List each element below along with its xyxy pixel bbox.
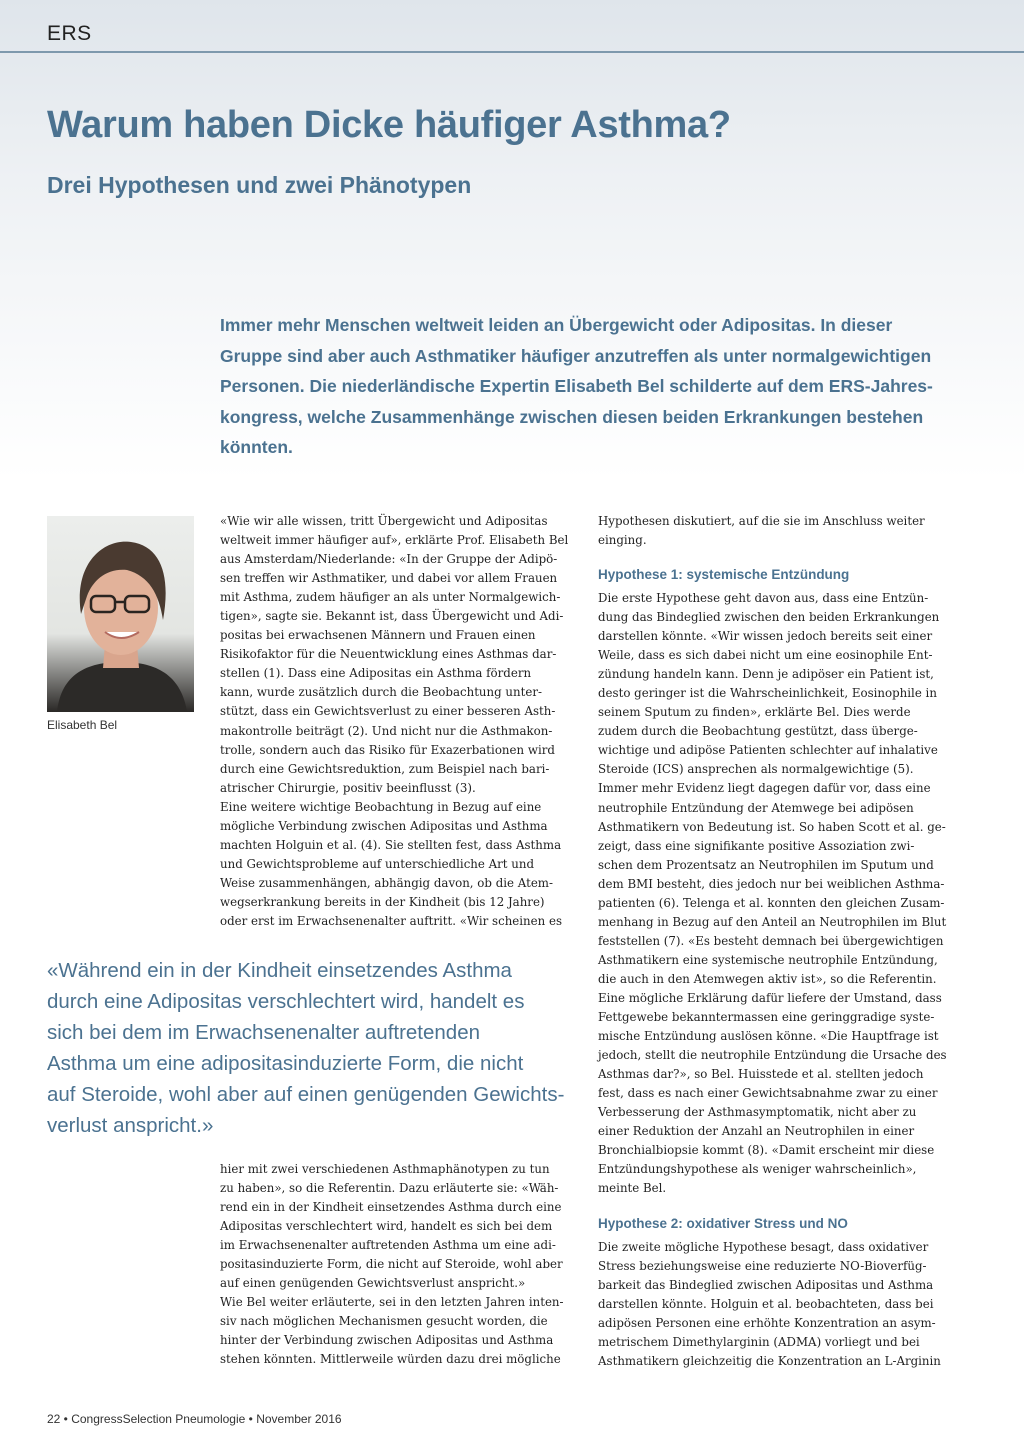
body-text-column-2-intro: Hypothesen diskutiert, auf die sie im Anschluss weiter einging. [598, 514, 925, 548]
photo-caption: Elisabeth Bel [47, 718, 118, 732]
pull-quote: «Während ein in der Kindheit einsetzendes Asthma durch eine Adipositas verschlechtert wird, handelt es sich bei dem im Erwachsenenalter auftretenden Asthma um eine adipositasinduzierte Form, die nicht auf Steroide, wohl aber auf einen genügenden Gewichts- verlust anspricht.» [47, 959, 565, 1137]
hypothesis-1-body: Die erste Hypothese geht davon aus, dass eine Entzün- dung das Bindeglied zwischen den beiden Erkrankungen darstellen könnte. «Wir wissen jedoch bereits seit einer Weile, dass es sich dabei nicht um eine eosinophile Ent- zündung handeln kann. Denn je adipöser ein Patient ist, desto geringer ist die Wahrscheinlichkeit, Eosinophile in seinem Sputum zu finden», erklärte Bel. Dies werde zudem durch die Beobachtung gestützt, dass überge- wichtige und adipöse Patienten schlechter auf inhalative Steroide (ICS) ansprechen als normalgewichtige (5). Immer mehr Evidenz liegt dagegen dafür vor, dass eine neutrophile Entzündung der Atemwege bei adipösen Asthmatikern von Bedeutung ist. So haben Scott et al. ge- zeigt, dass eine signifikante positive Assoziation zwi- schen dem Prozentsatz an Neutrophilen im Sputum und dem BMI besteht, dies jedoch nur bei weiblichen Asthma- patienten (6). Telenga et al. konnten den gleichen Zusam- menhang in Bezug auf den Anteil an Neutrophilen im Blut feststellen (7). «Es besteht demnach bei übergewichtigen Asthmatikern eine systemische neutrophile Entzündung, die auch in den Atemwegen aktiv ist», so die Referentin. Eine mögliche Erklärung dafür liefere der Umstand, dass Fettgewebe bekanntermassen eine geringgradige syste- mische Entzündung auslösen könne. «Die Hauptfrage ist jedoch, stellt die neutrophile Entzündung die Ursache des Asthmas dar?», so Bel. Huisstede et al. stellten jedoch fest, dass es nach einer Gewichtsabnahme zwar zu einer Verbesserung der Asthmasymptomatik, nicht aber zu einer Reduktion der Anzahl an Neutrophilen in einer Bronchialbiopsie kommt (8). «Damit erscheint mir diese Entzündungshypothese als weniger wahrscheinlich», meinte Bel. [598, 591, 947, 1196]
hypothesis-2-body: Die zweite mögliche Hypothese besagt, dass oxidativer Stress beziehungsweise eine reduzierte NO-Bioverfüg- barkeit das Bindeglied zwischen Adipositas und Asthma darstellen könnte. Holguin et al. beobachteten, dass bei adipösen Personen eine erhöhte Konzentration an asym- metrischem Dimethylarginin (ADMA) vorliegt und bei Asthmatikern gleichzeitig die Konzentration an L-Arginin [598, 1240, 941, 1369]
header-rule [0, 51, 1024, 53]
lead-paragraph: Immer mehr Menschen weltweit leiden an Übergewicht oder Adipositas. In dieser Gruppe sind aber auch Asthmatiker häufiger anzutreffen als unter normalgewichtigen Personen. Die niederländische Expertin Elisabeth Bel schilderte auf dem ERS-Jahres- kongress, welche Zusammenhänge zwischen diesen beiden Erkrankungen bestehen könnten. [220, 315, 933, 457]
article-title: Warum haben Dicke häufiger Asthma? [47, 104, 731, 146]
body-text-column-1-top: «Wie wir alle wissen, tritt Übergewicht und Adipositas weltweit immer häufiger auf», erklärte Prof. Elisabeth Bel aus Amsterdam/Niederlande: «In der Gruppe der Adipö- sen treffen wir Asthmatiker, und dabei vor allem Frauen mit Asthma, zudem häufiger an als unter Normalgewich- tigen», sagte sie. Bekannt ist, dass Übergewicht und Adi- positas bei erwachsenen Männern und Frauen einen Risikofaktor für die Neuentwicklung eines Asthmas dar- stellen (1). Dass eine Adipositas ein Asthma fördern kann, wurde zusätzlich durch die Beobachtung unter- stützt, dass ein Gewichtsverlust zu einer besseren Asth- makontrolle beiträgt (2). Und nicht nur die Asthmakon- trolle, sondern auch das Risiko für Exazerbationen wird durch eine Gewichtsreduktion, zum Beispiel nach bari- atrischer Chirurgie, positiv beeinflusst (3). Eine weitere wichtige Beobachtung in Bezug auf eine mögliche Verbindung zwischen Adipositas und Asthma machten Holguin et al. (4). Sie stellten fest, dass Asthma und Gewichtsprobleme auf unterschiedliche Art und Weise zusammenhängen, abhängig davon, ob die Atem- wegserkrankung bereits in der Kindheit (bis 12 Jahre) oder erst im Erwachsenenalter auftritt. «Wir scheinen es [220, 514, 569, 928]
hypothesis-2-heading: Hypothese 2: oxidativer Stress und NO [598, 1216, 848, 1231]
section-label: ERS [47, 22, 92, 45]
body-text-column-1-bottom: hier mit zwei verschiedenen Asthmaphänotypen zu tun zu haben», so die Referentin. Dazu erläuterte sie: «Wäh- rend ein in der Kindheit einsetzendes Asthma durch eine Adipositas verschlechtert wird, handelt es sich bei dem im Erwachsenenalter auftretenden Asthma um eine adi- positasinduzierte Form, die nicht auf Steroide, wohl aber auf einen genügenden Gewichtsverlust anspricht.» Wie Bel weiter erläuterte, sei in den letzten Jahren inten- siv nach möglichen Mechanismen gesucht worden, die hinter der Verbindung zwischen Adipositas und Asthma stehen könnten. Mittlerweile würden dazu drei mögliche [220, 1162, 564, 1367]
article-subtitle: Drei Hypothesen und zwei Phänotypen [47, 172, 472, 198]
hypothesis-1-heading: Hypothese 1: systemische Entzündung [598, 567, 850, 582]
author-photo [47, 516, 194, 712]
page-footer: 22 • CongressSelection Pneumologie • November 2016 [47, 1412, 342, 1426]
